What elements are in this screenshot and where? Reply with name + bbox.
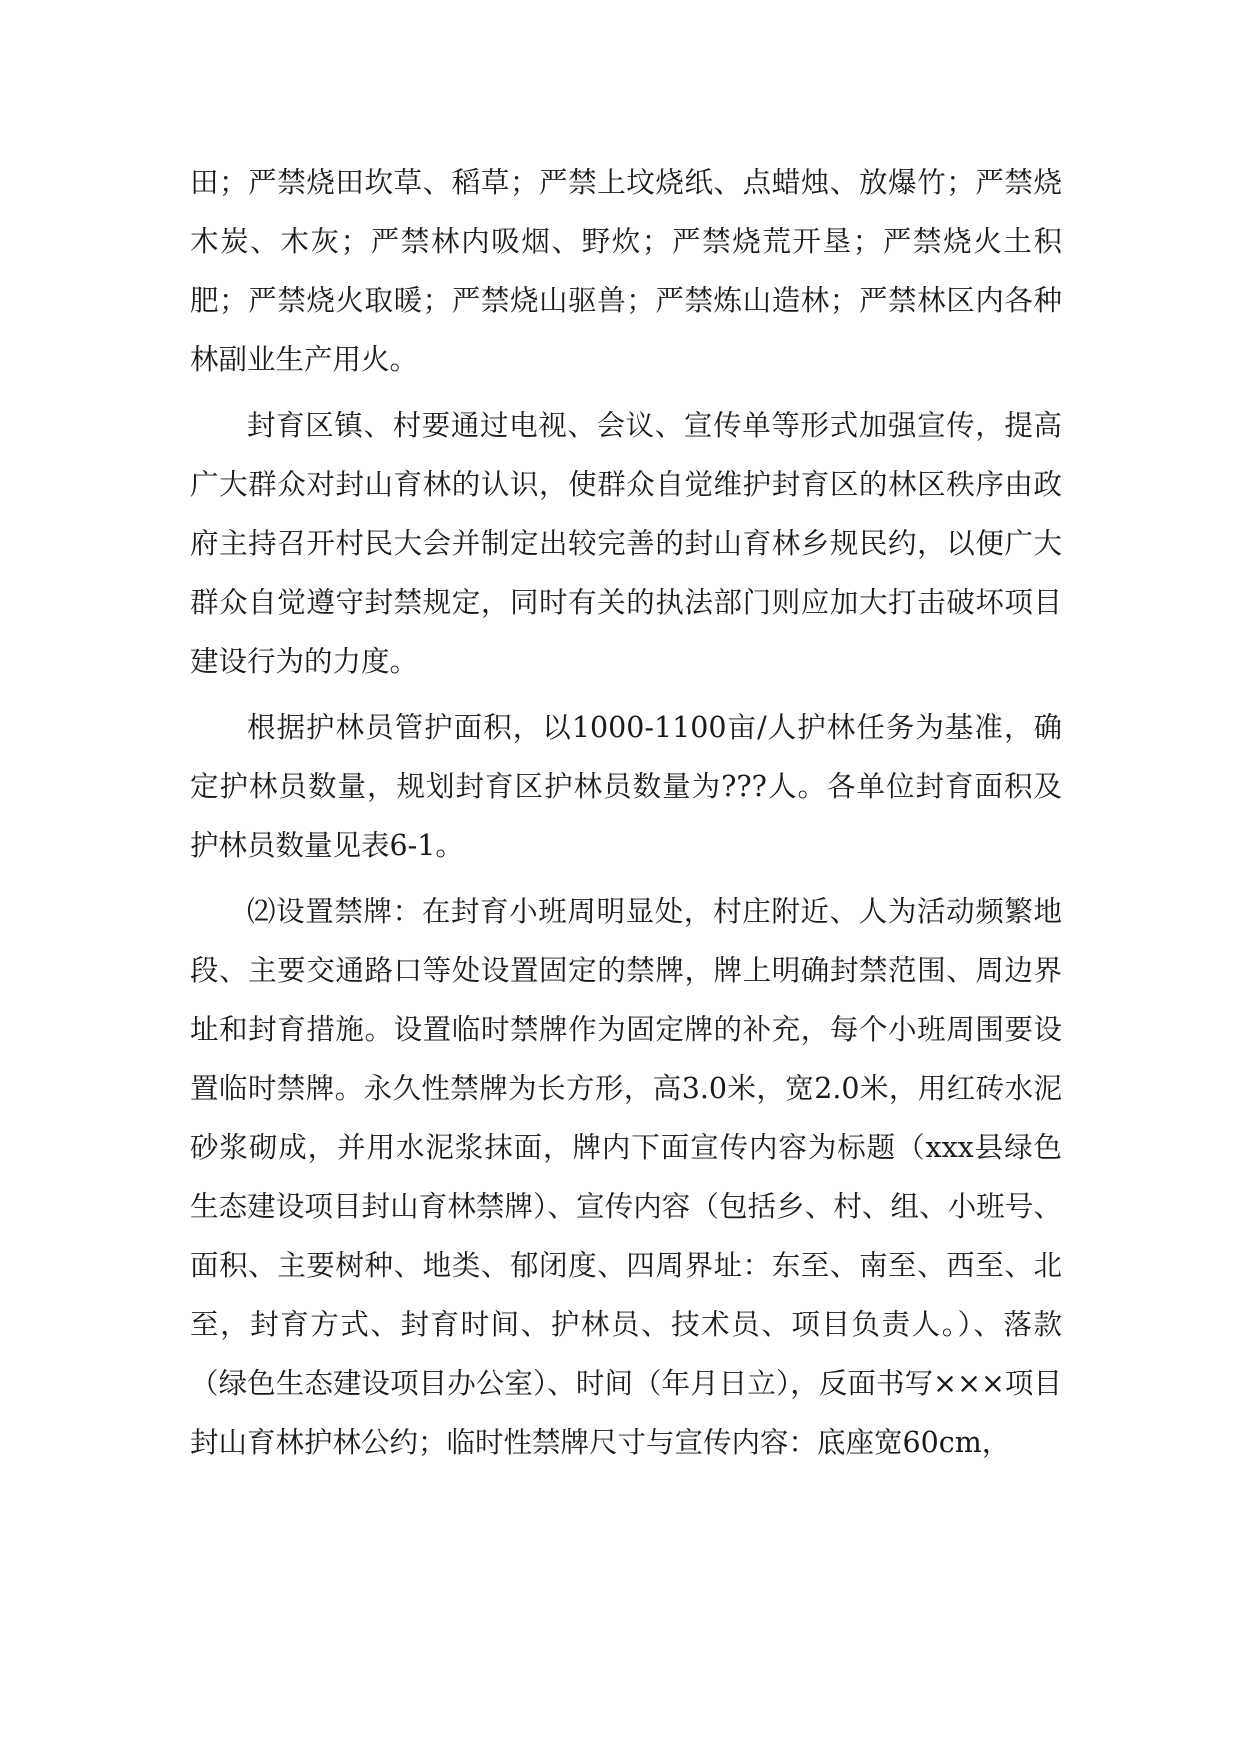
paragraph-ranger-count: 根据护林员管护面积，以1000-1100亩/人护林任务为基准，确定护林员数量，规划封育区护林员数量为???人。各单位封育面积及护林员数量见表6-1。 <box>190 711 1062 862</box>
paragraph-publicity: 封育区镇、村要通过电视、会议、宣传单等形式加强宣传，提高广大群众对封山育林的认识，使群众自觉维护封育区的林区秩序由政府主持召开村民大会并制定出较完善的封山育林乡规民约，以便广大群众自觉遵守封禁规定，同时有关的执法部门则应加大打击破坏项目建设行为的力度。 <box>190 409 1062 678</box>
paragraph-fire-prohibitions: 田；严禁烧田坎草、稻草；严禁上坟烧纸、点蜡烛、放爆竹；严禁烧木炭、木灰；严禁林内吸烟、野炊；严禁烧荒开垦；严禁烧火土积肥；严禁烧火取暖；严禁烧山驱兽；严禁炼山造林；严禁林区内各种林副业生产用火。 <box>190 166 1062 376</box>
document-body <box>190 153 1062 1472</box>
paragraph-prohibition-signs: ⑵设置禁牌：在封育小班周明显处，村庄附近、人为活动频繁地段、主要交通路口等处设置固定的禁牌，牌上明确封禁范围、周边界址和封育措施。设置临时禁牌作为固定牌的补充，每个小班周围要设置临时禁牌。永久性禁牌为长方形，高3.0米，宽2.0米，用红砖水泥砂浆砌成，并用水泥浆抹面，牌内下面宣传内容为标题（xxx县绿色生态建设项目封山育林禁牌）、宣传内容（包括乡、村、组、小班号、面积、主要树种、地类、郁闭度、四周界址：东至、南至、西至、北至，封育方式、封育时间、护林员、技术员、项目负责人。）、落款（绿色生态建设项目办公室）、时间（年月日立），反面书写×××项目封山育林护林公约；临时性禁牌尺寸与宣传内容：底座宽60cm， <box>190 895 1062 1459</box>
